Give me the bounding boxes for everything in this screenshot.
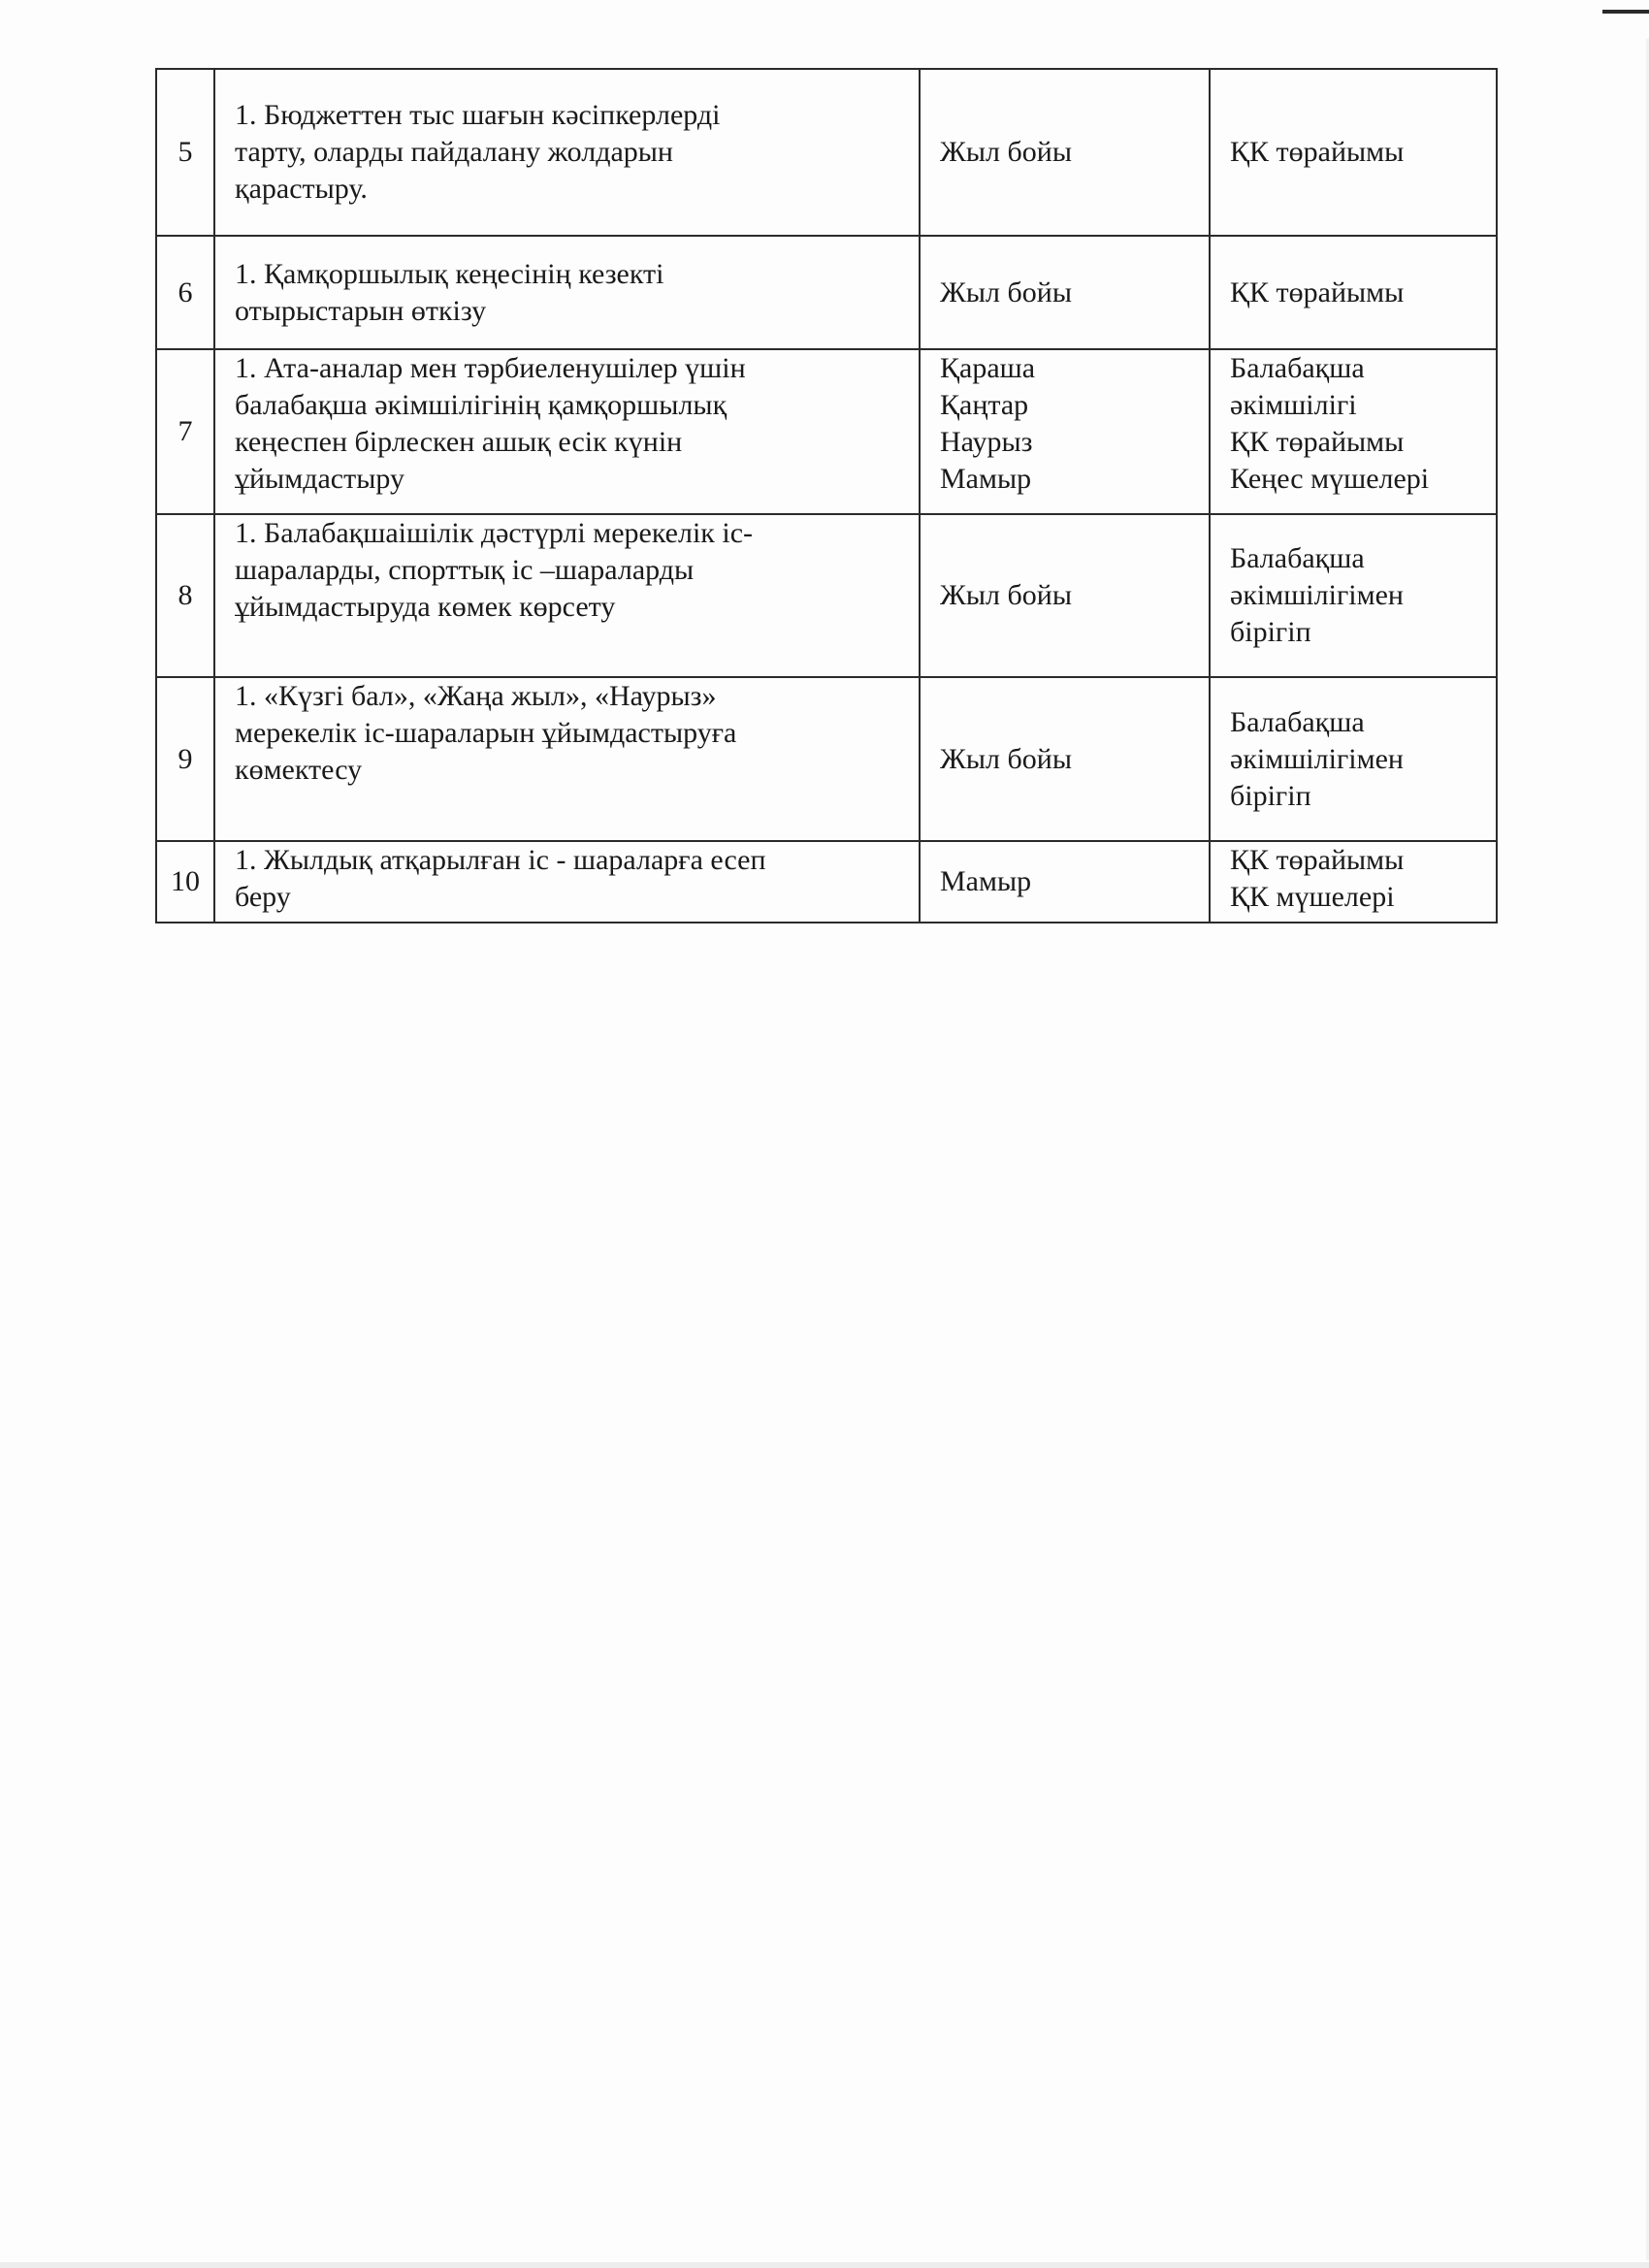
event-cell: 1. Бюджеттен тыс шағын кәсіпкерлерді тарту, оларды пайдалану жолдарын қарастыру. <box>214 69 920 236</box>
responsible-cell: ҚК төрайымы <box>1210 69 1497 236</box>
responsible-cell: ҚК төрайымы <box>1210 236 1497 349</box>
scan-edge-mark <box>1602 10 1649 14</box>
responsible-cell: ҚК төрайымы ҚК мүшелері <box>1210 841 1497 923</box>
event-cell: 1. Балабақшаішілік дәстүрлі мерекелік іс- шараларды, спорттық іс –шараларды ұйымдастыруда көмек көрсету <box>214 514 920 677</box>
table-row <box>156 677 1497 841</box>
row-number: 5 <box>156 69 214 236</box>
table-row <box>156 514 1497 677</box>
event-cell: 1. Жылдық атқарылған іс - шараларға есеп беру <box>214 841 920 923</box>
event-cell: 1. Қамқоршылық кеңесінің кезекті отырыстарын өткізу <box>214 236 920 349</box>
responsible-cell: Балабақша әкімшілігі ҚК төрайымы Кеңес мүшелері <box>1210 349 1497 514</box>
table-row <box>156 69 1497 236</box>
row-number: 7 <box>156 349 214 514</box>
row-number: 9 <box>156 677 214 841</box>
time-cell: Жыл бойы <box>920 677 1210 841</box>
time-cell: Жыл бойы <box>920 69 1210 236</box>
table-row <box>156 349 1497 514</box>
time-cell: Мамыр <box>920 841 1210 923</box>
row-number: 6 <box>156 236 214 349</box>
responsible-cell: Балабақша әкімшілігімен бірігіп <box>1210 677 1497 841</box>
time-cell: Қараша Қаңтар Наурыз Мамыр <box>920 349 1210 514</box>
table-row <box>156 841 1497 923</box>
time-cell: Жыл бойы <box>920 514 1210 677</box>
scan-edge-bottom <box>0 2262 1649 2268</box>
work-plan-table <box>155 68 1498 923</box>
time-cell: Жыл бойы <box>920 236 1210 349</box>
event-cell: 1. «Күзгі бал», «Жаңа жыл», «Наурыз» мерекелік іс-шараларын ұйымдастыруға көмектесу <box>214 677 920 841</box>
table-row <box>156 236 1497 349</box>
row-number: 8 <box>156 514 214 677</box>
event-cell: 1. Ата-аналар мен тәрбиеленушілер үшін балабақша әкімшілігінің қамқоршылық кеңеспен бірлескен ашық есік күнін ұйымдастыру <box>214 349 920 514</box>
responsible-cell: Балабақша әкімшілігімен бірігіп <box>1210 514 1497 677</box>
row-number: 10 <box>156 841 214 923</box>
